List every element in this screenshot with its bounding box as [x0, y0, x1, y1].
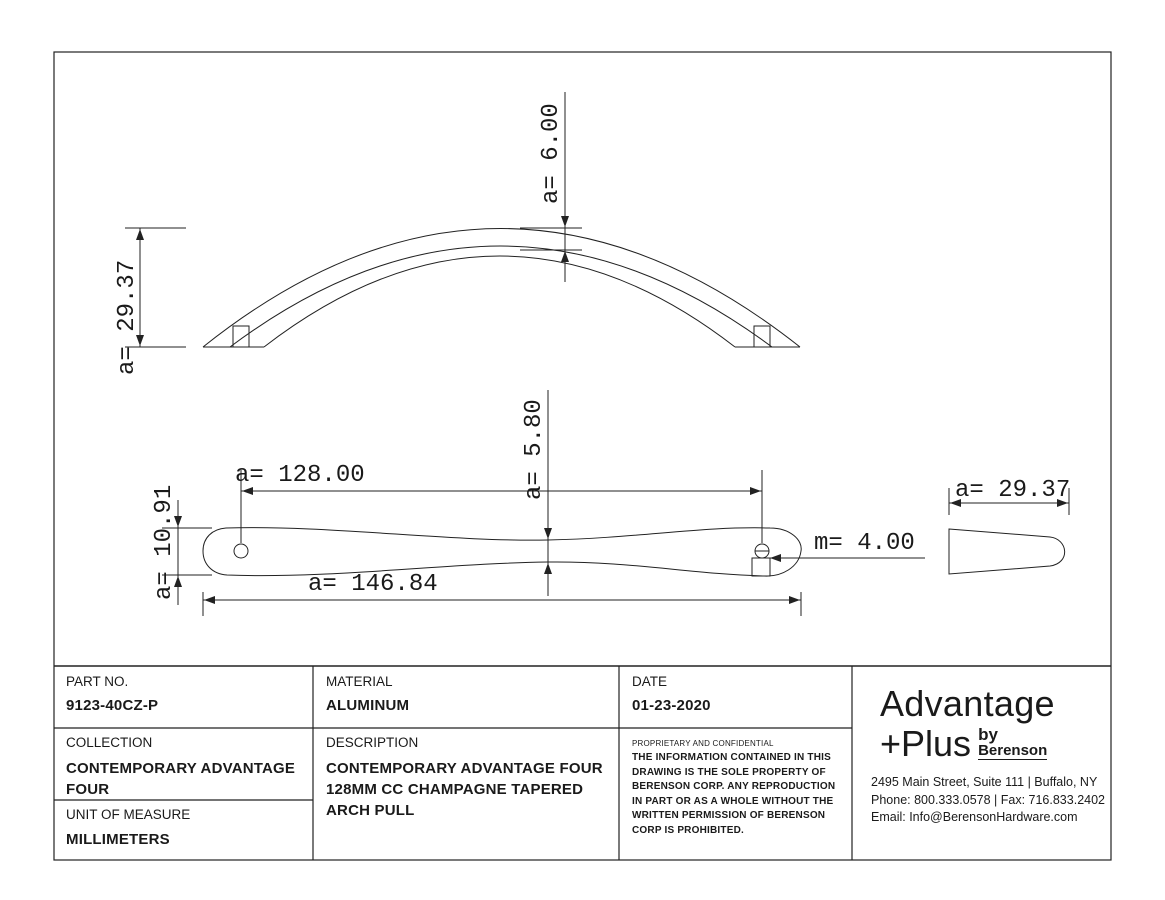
- email: Email: Info@BerensonHardware.com: [871, 810, 1078, 824]
- logo-berenson: Berenson: [978, 742, 1048, 759]
- logo-second-line: [880, 724, 1055, 764]
- center-to-center-label: a= 128.00: [235, 462, 365, 489]
- proprietary-text: [632, 751, 835, 838]
- left-post: [233, 326, 249, 347]
- unit-label: UNIT OF MEASURE: [66, 807, 191, 822]
- phone-fax: Phone: 800.333.0578 | Fax: 716.833.2402: [871, 792, 1105, 807]
- logo-advantage: Advantage: [880, 683, 1055, 724]
- unit-value: MILLIMETERS: [66, 831, 170, 848]
- proprietary-line: THE INFORMATION CONTAINED IN THIS: [632, 752, 831, 763]
- screw-indicator: [752, 558, 770, 576]
- logo-by-berenson: [978, 727, 1047, 760]
- profile-outline: [949, 529, 1065, 574]
- height-dimension-label: a= 29.37: [114, 259, 141, 375]
- arch-inner-curve: [264, 256, 735, 347]
- collection-value-line: FOUR: [66, 781, 110, 798]
- collection-label: COLLECTION: [66, 735, 153, 750]
- description-value: [326, 758, 603, 821]
- screw-size-label: m= 4.00: [814, 530, 915, 557]
- proprietary-line: BERENSON CORP. ANY REPRODUCTION: [632, 781, 836, 792]
- date-label: DATE: [632, 674, 668, 689]
- part-no-value: 9123-40CZ-P: [66, 697, 159, 714]
- logo-by: by: [978, 725, 998, 744]
- material-label: MATERIAL: [326, 674, 393, 689]
- logo-plus: +Plus: [880, 723, 972, 764]
- collection-value-line: CONTEMPORARY ADVANTAGE: [66, 760, 296, 777]
- description-value-line: ARCH PULL: [326, 802, 415, 819]
- center-thickness-label: a= 5.80: [521, 399, 548, 500]
- part-no-label: PART NO.: [66, 674, 129, 689]
- arch-middle-curve: [230, 246, 772, 347]
- address: 2495 Main Street, Suite 111 | Buffalo, NY: [871, 775, 1098, 789]
- proprietary-line: DRAWING IS THE SOLE PROPERTY OF: [632, 766, 826, 778]
- date-value: 01-23-2020: [632, 697, 711, 714]
- proprietary-title: PROPRIETARY AND CONFIDENTIAL: [632, 739, 774, 748]
- side-view-arrows: [136, 216, 569, 346]
- description-label: DESCRIPTION: [326, 735, 419, 750]
- proprietary-line: WRITTEN PERMISSION OF BERENSON: [632, 810, 826, 821]
- profile-width-label: a= 29.37: [955, 477, 1071, 504]
- contact-info: [871, 774, 1105, 827]
- pull-top-outline: [203, 528, 801, 576]
- end-height-label: a= 10.91: [151, 484, 178, 600]
- description-value-line: CONTEMPORARY ADVANTAGE FOUR: [326, 760, 603, 777]
- thickness-dimension-label: a= 6.00: [538, 103, 565, 204]
- side-view: [125, 92, 800, 347]
- brand-logo: [880, 684, 1055, 764]
- proprietary-line: IN PART OR AS A WHOLE WITHOUT THE: [632, 795, 834, 807]
- material-value: ALUMINUM: [326, 697, 410, 714]
- overall-length-label: a= 146.84: [308, 571, 438, 598]
- description-value-line: 128MM CC CHAMPAGNE TAPERED: [326, 781, 584, 798]
- left-mount-hole: [234, 544, 248, 558]
- top-view-arrows: [174, 487, 800, 604]
- proprietary-line: CORP IS PROHIBITED.: [632, 824, 744, 836]
- collection-value: [66, 758, 295, 800]
